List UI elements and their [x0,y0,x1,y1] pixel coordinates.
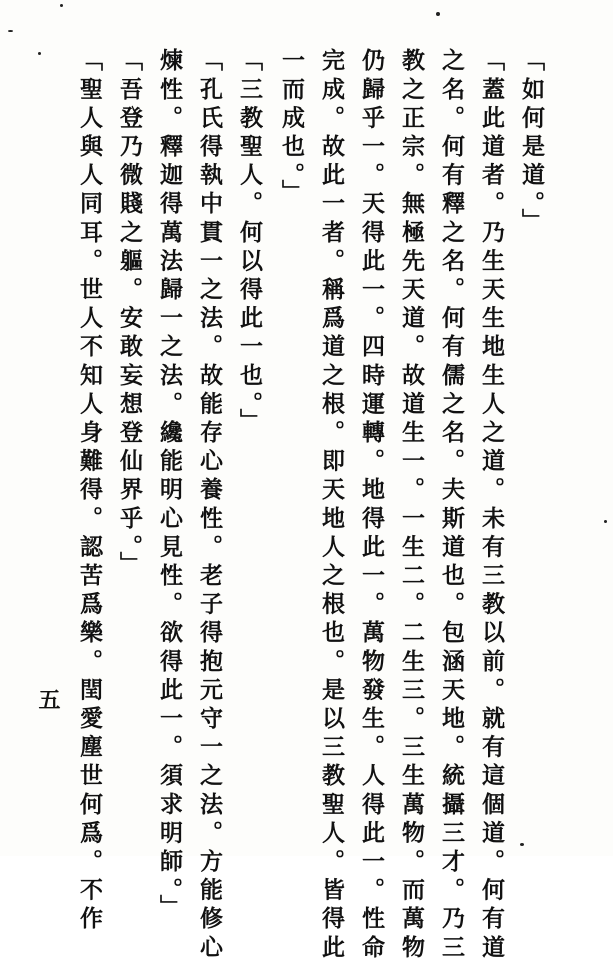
scan-speck [520,843,524,846]
text-column-8: 「三教聖人。何以得此一也。」 [236,48,263,437]
text-column-4: 教之正宗。無極先天道。故道生一。一生二。二生三。三生萬物。而萬物 [398,48,425,963]
scan-speck [38,52,41,55]
text-column-11: 「吾登乃微賤之軀。安敢妄想登仙界乎。」 [116,48,143,580]
scan-speck [60,4,63,7]
text-column-2: 「蓋此道者。乃生天生地生人之道。未有三教以前。就有這個道。何有道 [478,48,505,963]
text-column-7: 一而成也。」 [278,48,305,209]
text-column-5: 仍歸乎一。天得此一。四時運轉。地得此一。萬物發生。人得此一。性命 [358,48,385,963]
text-column-9: 「孔氏得執中貫一之法。故能存心養性。老子得抱元守一之法。方能修心 [196,48,223,963]
text-column-6: 完成。故此一者。稱爲道之根。即天地人之根也。是以三教聖人。皆得此 [318,48,345,963]
text-column-12: 「聖人與人同耳。世人不知人身難得。認苦爲樂。閏愛塵世何爲。不作 [76,48,103,935]
scan-speck [436,12,440,16]
text-column-1: 「如何是道。」 [518,48,545,237]
scan-speck [8,30,13,32]
page-number: 五 [35,688,61,710]
text-column-10: 煉性。釋迦得萬法歸一之法。纔能明心見性。欲得此一。須求明師。」 [156,48,183,924]
text-column-3: 之名。何有釋之名。何有儒之名。夫斯道也。包涵天地。統攝三才。乃三 [438,48,465,963]
scan-speck [604,520,607,523]
